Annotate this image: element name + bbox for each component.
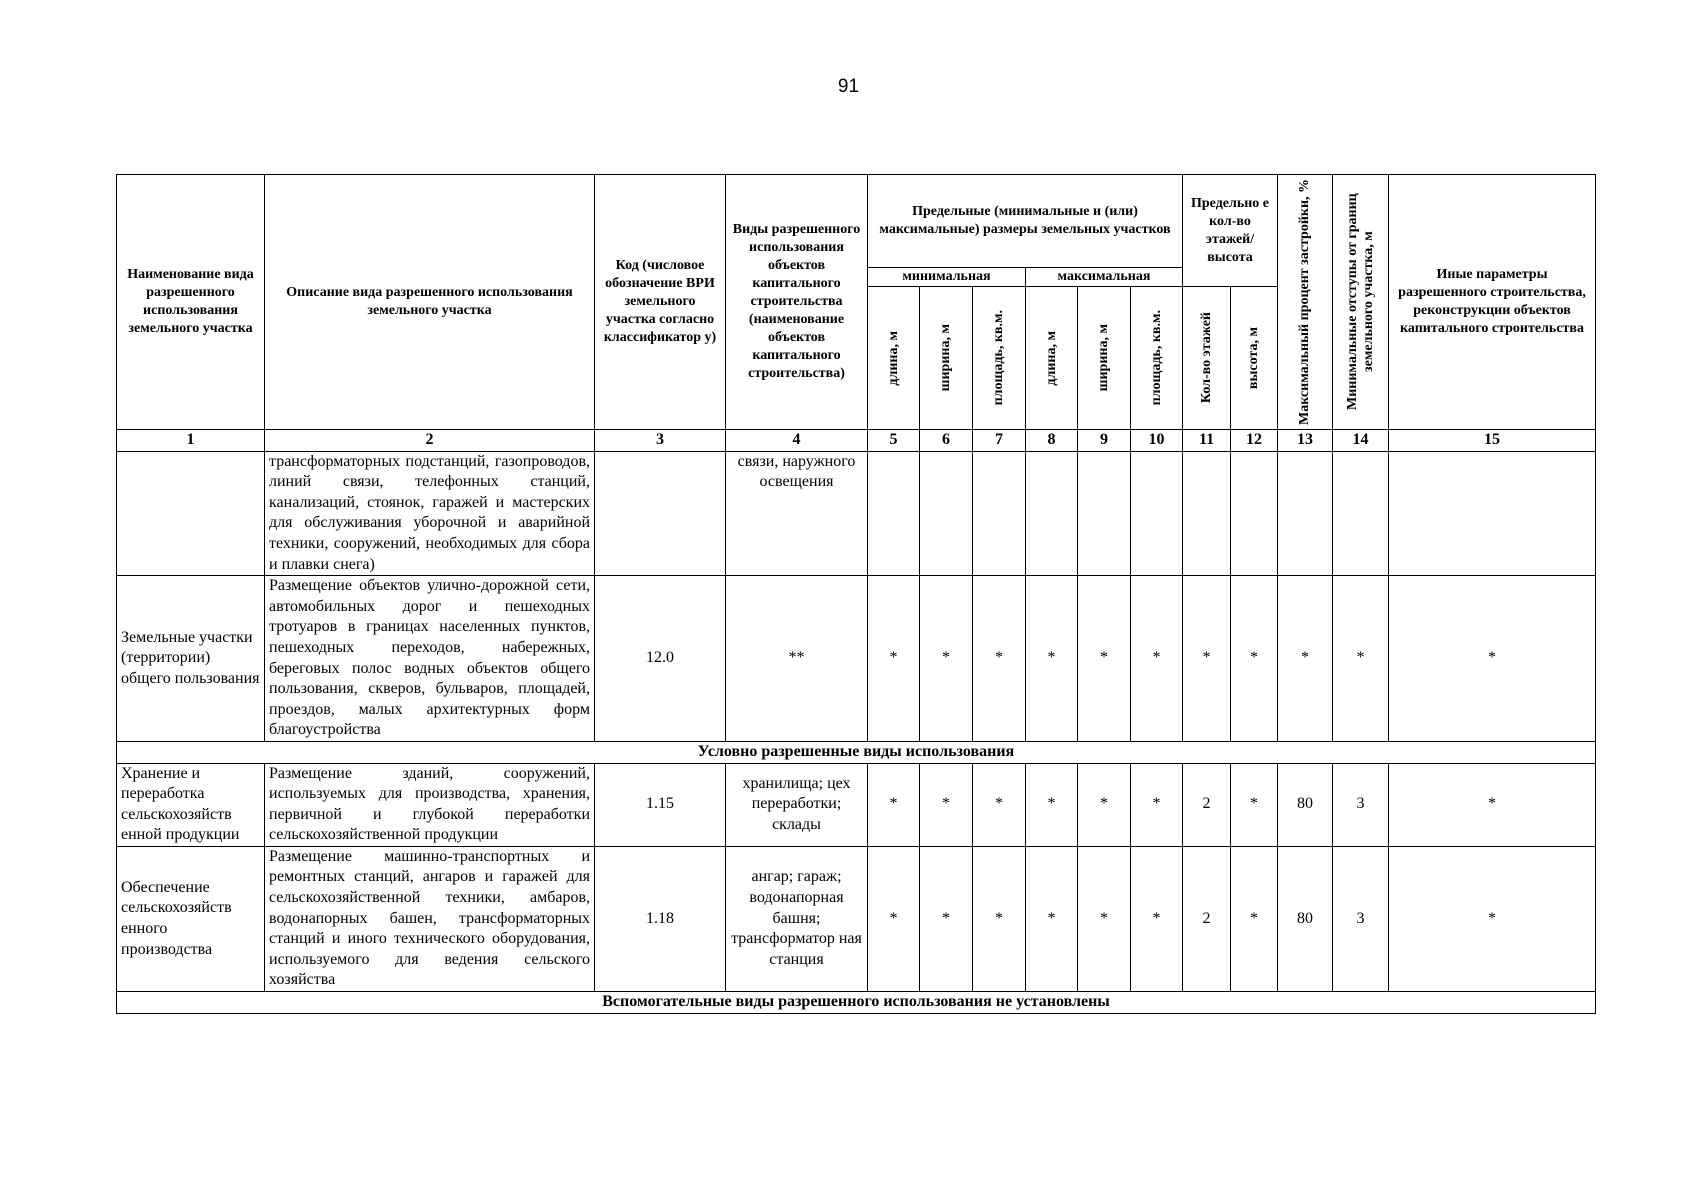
column-number-row <box>117 430 1596 452</box>
header-plot-size-limits: Предельные (минимальные и (или) максимальные) размеры земельных участков <box>868 175 1183 268</box>
column-number: 12 <box>1231 430 1278 452</box>
value-cell: * <box>1231 576 1278 742</box>
page-number: 91 <box>837 76 860 97</box>
header-use-description: Описание вида разрешенного использования земельного участка <box>265 175 595 430</box>
value-cell: * <box>1078 576 1131 742</box>
value-cell: * <box>973 763 1026 846</box>
object-types: связи, наружного освещения <box>726 451 868 576</box>
column-number: 7 <box>973 430 1026 452</box>
header-height: высота, м <box>1231 287 1278 430</box>
header-min-width: ширина, м <box>920 287 973 430</box>
header-object-types: Виды разрешенного использования объектов капитального строительства (наименование объектов капитального строительства) <box>726 175 868 430</box>
section-row-auxiliary <box>117 992 1596 1014</box>
object-types: ** <box>726 576 868 742</box>
header-floor-count: Кол-во этажей <box>1183 287 1231 430</box>
section-row-conditional <box>117 741 1596 763</box>
header-floors-height: Предельно е кол-во этажей/ высота <box>1183 175 1278 287</box>
value-cell: * <box>920 763 973 846</box>
value-cell: * <box>973 576 1026 742</box>
section-heading: Условно разрешенные виды использования <box>117 741 1596 763</box>
object-types: ангар; гараж; водонапорная башня; трансформатор ная станция <box>726 846 868 991</box>
header-minimum: минимальная <box>868 268 1026 287</box>
column-number: 14 <box>1333 430 1389 452</box>
header-maximum: максимальная <box>1026 268 1183 287</box>
value-cell: * <box>1389 576 1596 742</box>
column-number: 9 <box>1078 430 1131 452</box>
column-number: 5 <box>868 430 920 452</box>
use-description: трансформаторных подстанций, газопроводов, линий связи, телефонных станций, канализаций, стоянок, гаражей и мастерских для обслуживания уборочной и аварийной техники, сооружений, необходимых для сбора и плавки снега) <box>265 451 595 576</box>
use-name: Земельные участки (территории) общего пользования <box>117 576 265 742</box>
header-max-coverage <box>1278 175 1333 430</box>
value-cell: * <box>920 576 973 742</box>
value-cell: * <box>1026 763 1078 846</box>
column-number: 3 <box>595 430 726 452</box>
value-cell: * <box>1278 576 1333 742</box>
use-code: 12.0 <box>595 576 726 742</box>
header-min-area: площадь, кв.м. <box>973 287 1026 430</box>
header-max-coverage-text: Максимальный процент застройки, % <box>1297 178 1313 426</box>
land-use-regulations-table <box>116 174 1596 1014</box>
use-name-cell <box>117 451 265 576</box>
use-code: 1.18 <box>595 846 726 991</box>
column-number: 11 <box>1183 430 1231 452</box>
header-other-parameters: Иные параметры разрешенного строительства, реконструкции объектов капитального строительства <box>1389 175 1596 430</box>
table-row-storage <box>117 763 1596 846</box>
value-cell: * <box>1131 846 1183 991</box>
value-cell: * <box>1231 763 1278 846</box>
value-cell: 2 <box>1183 846 1231 991</box>
value-cell: * <box>973 846 1026 991</box>
value-cell: * <box>1231 846 1278 991</box>
header-row-1 <box>117 175 1596 268</box>
value-cell: * <box>1333 576 1389 742</box>
use-description: Размещение машинно-транспортных и ремонтных станций, ангаров и гаражей для сельскохозяйственной техники, амбаров, водонапорных башен, трансформаторных станций и иного технического оборудования, используемого для ведения сельского хозяйства <box>265 846 595 991</box>
header-use-name: Наименование вида разрешенного использования земельного участка <box>117 175 265 430</box>
value-cell: * <box>1026 846 1078 991</box>
value-cell: 80 <box>1278 846 1333 991</box>
value-cell: 3 <box>1333 846 1389 991</box>
header-min-length: длина, м <box>868 287 920 430</box>
value-cell: * <box>1078 846 1131 991</box>
value-cell: 2 <box>1183 763 1231 846</box>
column-number: 15 <box>1389 430 1596 452</box>
use-code: 1.15 <box>595 763 726 846</box>
column-number: 13 <box>1278 430 1333 452</box>
value-cell: * <box>868 846 920 991</box>
column-number: 2 <box>265 430 595 452</box>
column-number: 10 <box>1131 430 1183 452</box>
header-max-width: ширина, м <box>1078 287 1131 430</box>
value-cell: * <box>1183 576 1231 742</box>
header-max-area: площадь, кв.м. <box>1131 287 1183 430</box>
column-number: 6 <box>920 430 973 452</box>
value-cell: 80 <box>1278 763 1333 846</box>
value-cell: * <box>1131 763 1183 846</box>
value-cell: * <box>1389 846 1596 991</box>
column-number: 8 <box>1026 430 1078 452</box>
column-number: 1 <box>117 430 265 452</box>
header-min-setbacks-text: Минимальные отступы от границ земельного участка, м <box>1344 193 1376 411</box>
column-number: 4 <box>726 430 868 452</box>
value-cell: * <box>868 576 920 742</box>
section-heading: Вспомогательные виды разрешенного использования не установлены <box>117 992 1596 1014</box>
code-cell <box>595 451 726 576</box>
value-cell: * <box>1026 576 1078 742</box>
value-cell: * <box>1131 576 1183 742</box>
header-code: Код (числовое обозначение ВРИ земельного участка согласно классификатор у) <box>595 175 726 430</box>
header-max-length: длина, м <box>1026 287 1078 430</box>
use-description: Размещение зданий, сооружений, используемых для производства, хранения, первичной и глубокой переработки сельскохозяйственной продукции <box>265 763 595 846</box>
table-row-agri-support <box>117 846 1596 991</box>
use-name: Хранение и переработка сельскохозяйств енной продукции <box>117 763 265 846</box>
value-cell: * <box>868 763 920 846</box>
value-cell: * <box>1389 763 1596 846</box>
value-cell: 3 <box>1333 763 1389 846</box>
object-types: хранилища; цех переработки; склады <box>726 763 868 846</box>
table-row-continuation <box>117 451 1596 576</box>
use-name: Обеспечение сельскохозяйств енного производства <box>117 846 265 991</box>
value-cell: * <box>1078 763 1131 846</box>
value-cell: * <box>920 846 973 991</box>
table-row-public-land <box>117 576 1596 742</box>
header-min-setbacks <box>1333 175 1389 430</box>
use-description: Размещение объектов улично-дорожной сети, автомобильных дорог и пешеходных тротуаров в границах населенных пунктов, пешеходных переходов, набережных, береговых полос водных объектов общего пользования, скверов, бульваров, площадей, проездов, малых архитектурных форм благоустройства <box>265 576 595 742</box>
